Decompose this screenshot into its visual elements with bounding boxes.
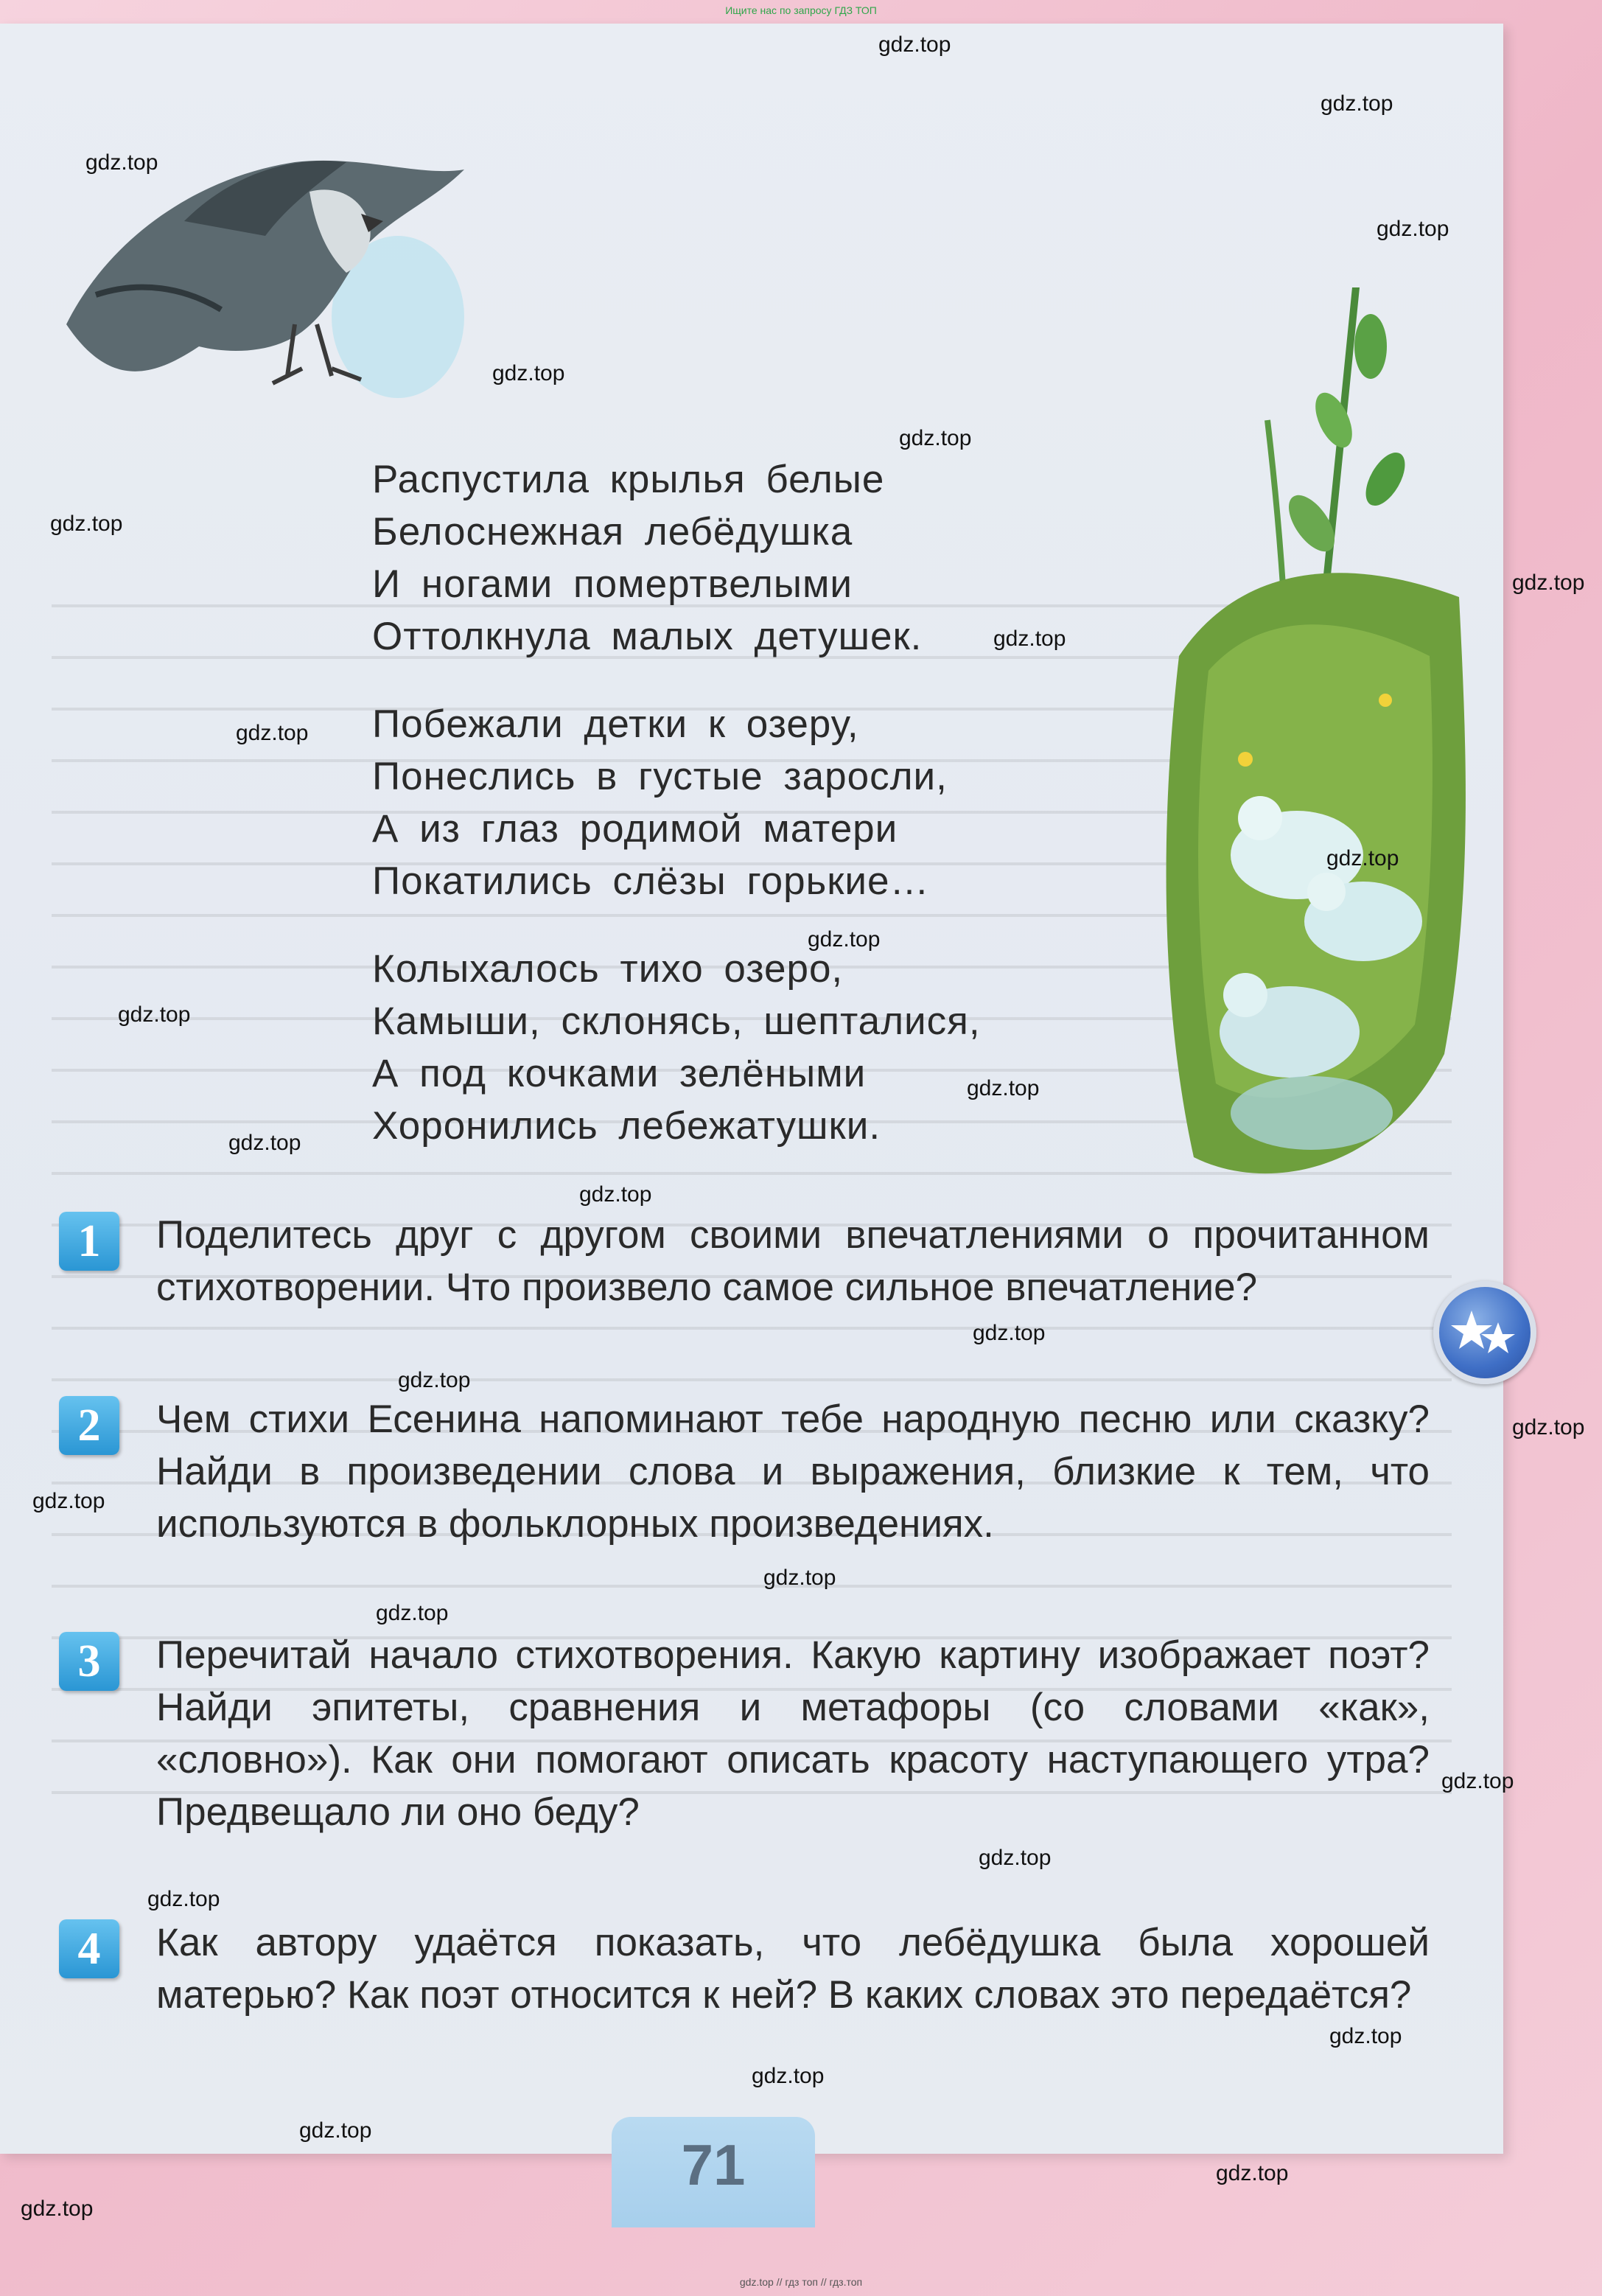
watermark: gdz.top: [492, 361, 565, 385]
task-text: Чем стихи Есенина напоминают тебе народную песню или сказку? Найди в произведении слова и выражения, близкие к тем, что используются в фольклорных произведениях.: [156, 1398, 1430, 1546]
poem-stanza: [372, 943, 981, 1152]
watermark: gdz.top: [579, 1182, 652, 1207]
task-number-badge: 2: [59, 1396, 119, 1455]
poem-line: А из глаз родимой матери: [372, 807, 898, 851]
task-number-badge: 3: [59, 1632, 119, 1691]
poem-line: Белоснежная лебёдушка: [372, 510, 853, 554]
poem-line: Распустила крылья белые: [372, 458, 885, 501]
task-number-badge: 4: [59, 1919, 119, 1978]
page-number: 71: [681, 2132, 746, 2197]
watermark: gdz.top: [50, 512, 123, 536]
task-text: Перечитай начало стихотворения. Какую картину изображает поэт? Найди эпитеты, сравнения и метафоры (со словами «как», «словно»). Как они помогают описать красоту наступающего утра? Предвещало ли оно беду?: [156, 1633, 1430, 1834]
poem-line: Хоронились лебежатушки.: [372, 1104, 881, 1148]
stars-icon: [1433, 1281, 1536, 1384]
watermark: gdz.top: [228, 1131, 301, 1155]
page-number-tab: [612, 2117, 815, 2227]
watermark: gdz.top: [32, 1489, 105, 1513]
watermark: gdz.top: [973, 1321, 1046, 1345]
watermark: gdz.top: [979, 1846, 1052, 1870]
watermark: gdz.top: [752, 2064, 825, 2088]
watermark: gdz.top: [21, 2196, 94, 2221]
watermark: gdz.top: [1216, 2161, 1289, 2185]
poem-line: Колыхалось тихо озеро,: [372, 947, 844, 991]
watermark: gdz.top: [763, 1566, 836, 1590]
poem: [372, 453, 981, 1187]
poem-line: Покатились слёзы горькие…: [372, 859, 930, 903]
watermark: gdz.top: [236, 721, 309, 745]
watermark: gdz.top: [993, 627, 1066, 651]
header-note: Ищите нас по запросу ГДЗ ТОП: [725, 4, 877, 16]
watermark: gdz.top: [299, 2118, 372, 2143]
watermark: gdz.top: [1377, 217, 1449, 241]
watermark: gdz.top: [1512, 570, 1585, 595]
footer-note: gdz.top // гдз топ // гдз.топ: [739, 2276, 863, 2288]
poem-line: Побежали детки к озеру,: [372, 702, 859, 746]
swans-and-reeds-illustration: [1120, 287, 1489, 1201]
poem-line: Оттолкнула малых детушек.: [372, 615, 923, 658]
watermark: gdz.top: [1441, 1769, 1514, 1793]
watermark: gdz.top: [1329, 2024, 1402, 2048]
poem-stanza: [372, 453, 981, 663]
watermark: gdz.top: [1512, 1415, 1585, 1440]
task-number-badge: 1: [59, 1212, 119, 1271]
watermark: gdz.top: [878, 32, 951, 57]
watermark: gdz.top: [398, 1368, 471, 1392]
poem-line: А под кочками зелёными: [372, 1052, 867, 1095]
watermark: gdz.top: [376, 1601, 449, 1625]
watermark: gdz.top: [147, 1887, 220, 1911]
watermark: gdz.top: [1326, 846, 1399, 870]
poem-line: И ногами помертвелыми: [372, 562, 853, 606]
poem-stanza: [372, 698, 981, 907]
watermark: gdz.top: [118, 1002, 191, 1027]
watermark: gdz.top: [899, 426, 972, 450]
watermark: gdz.top: [808, 927, 881, 952]
poem-line: Камыши, склонясь, шепталися,: [372, 999, 981, 1043]
poem-line: Понеслись в густые заросли,: [372, 755, 948, 798]
watermark: gdz.top: [1321, 91, 1393, 116]
task-text: Поделитесь друг с другом своими впечатлениями о прочитанном стихотворении. Что произвело самое сильное впечатление?: [156, 1213, 1430, 1309]
watermark: gdz.top: [967, 1076, 1040, 1100]
task-text: Как автору удаётся показать, что лебёдушка была хорошей матерью? Как поэт относится к ней? В каких словах это передаётся?: [156, 1921, 1430, 2017]
watermark: gdz.top: [85, 150, 158, 175]
